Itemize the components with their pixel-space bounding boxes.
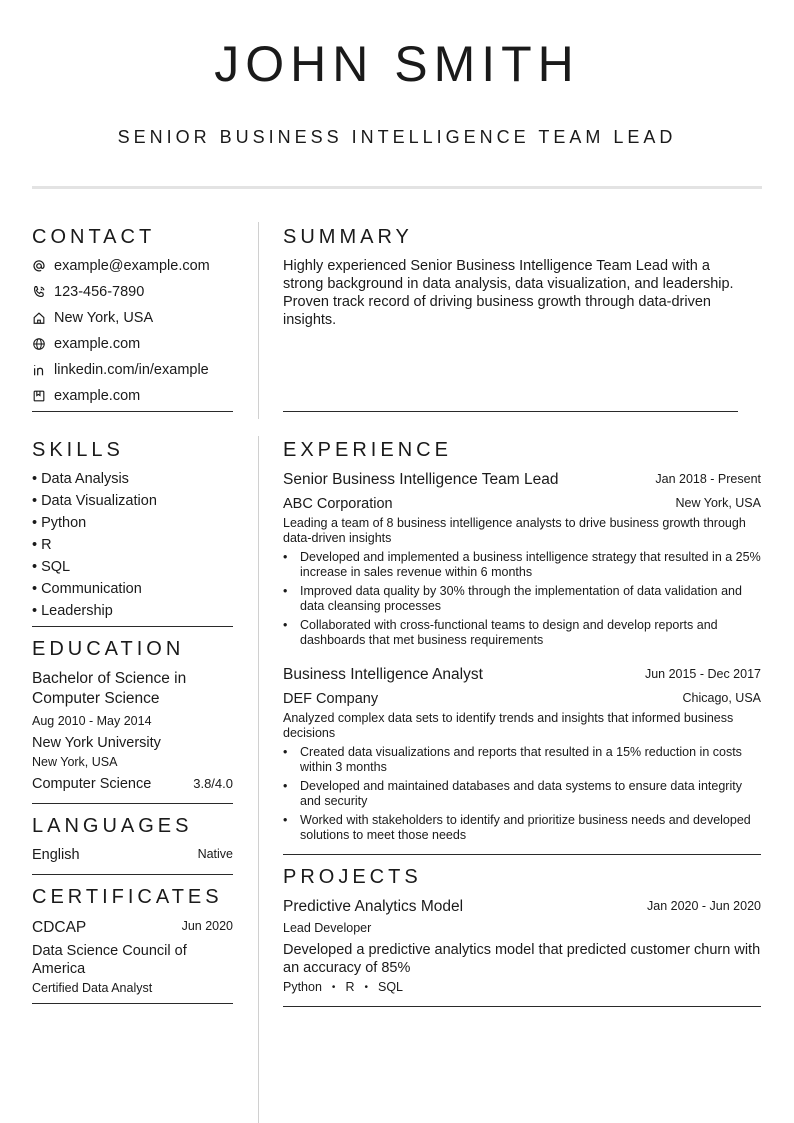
job-summary: Analyzed complex data sets to identify trends and insights that informed business decisions — [283, 711, 734, 740]
language-name: English — [32, 847, 80, 863]
bullet-icon: • — [283, 584, 288, 598]
bullet-icon: • — [283, 618, 288, 632]
job-bullet-text: Worked with stakeholders to identify and prioritize business needs and developed solutions to meet those needs — [300, 813, 751, 842]
job-summary: Leading a team of 8 business intelligence analysts to drive business growth through data-driven insights — [283, 516, 746, 545]
languages-heading: LANGUAGES — [32, 815, 193, 837]
skill-item — [32, 536, 52, 554]
column-divider-top — [258, 222, 259, 419]
bullet-icon: • — [32, 515, 38, 531]
contact-divider — [32, 411, 233, 412]
projects-divider — [283, 1006, 761, 1007]
column-divider-bottom — [258, 436, 259, 1123]
skill-label: SQL — [41, 559, 71, 575]
contact-website[interactable] — [32, 334, 140, 354]
bullet-icon: • — [283, 745, 288, 759]
certificate-date: Jun 2020 — [181, 919, 233, 933]
contact-website-text: example.com — [54, 336, 141, 352]
education-divider — [32, 803, 233, 804]
certificate-description: Certified Data Analyst — [32, 981, 153, 995]
contact-location-text: New York, USA — [54, 310, 154, 326]
education-location: New York, USA — [32, 755, 118, 769]
at-icon — [32, 259, 46, 273]
job-location: Chicago, USA — [682, 691, 761, 705]
language-level: Native — [197, 847, 233, 861]
bullet-icon: • — [283, 813, 288, 827]
experience-heading: EXPERIENCE — [283, 439, 452, 461]
projects-heading: PROJECTS — [283, 866, 422, 888]
home-icon — [32, 311, 46, 325]
education-gpa: 3.8/4.0 — [193, 776, 233, 791]
contact-email-text: example@example.com — [54, 258, 210, 274]
job-company: ABC Corporation — [283, 496, 393, 512]
skill-label: Communication — [41, 581, 142, 597]
skills-divider — [32, 626, 233, 627]
bullet-icon: • — [32, 603, 38, 619]
job-dates: Jun 2015 - Dec 2017 — [644, 667, 761, 681]
skill-label: Leadership — [41, 603, 113, 619]
bullet-icon: • — [32, 581, 38, 597]
bullet-icon: • — [32, 537, 38, 553]
project-tag: R — [345, 980, 355, 994]
summary-heading: SUMMARY — [283, 226, 413, 248]
skill-item — [32, 558, 70, 576]
job-title: Business Intelligence Analyst — [283, 666, 483, 683]
project-description: Developed a predictive analytics model that predicted customer churn with an accuracy of 85% — [283, 942, 761, 976]
education-dates: Aug 2010 - May 2014 — [32, 714, 152, 728]
candidate-title: SENIOR BUSINESS INTELLIGENCE TEAM LEAD — [117, 127, 677, 147]
bullet-icon: • — [32, 471, 38, 487]
project-name: Predictive Analytics Model — [283, 898, 464, 915]
header-divider — [32, 186, 762, 189]
skill-item — [32, 514, 86, 532]
skill-label: Data Visualization — [41, 493, 157, 509]
phone-icon — [32, 285, 46, 299]
skill-item — [32, 602, 113, 620]
certificates-heading: CERTIFICATES — [32, 886, 223, 908]
certificate-name: CDCAP — [32, 919, 87, 936]
contact-phone[interactable] — [32, 282, 144, 302]
job-company: DEF Company — [283, 691, 379, 707]
project-tag: SQL — [377, 980, 403, 994]
education-heading: EDUCATION — [32, 638, 185, 660]
certificates-divider — [32, 1003, 233, 1004]
linkedin-icon — [32, 363, 46, 377]
bullet-icon: • — [283, 779, 288, 793]
project-role: Lead Developer — [283, 921, 372, 935]
contact-linkedin[interactable] — [32, 360, 209, 380]
summary-divider — [283, 411, 738, 412]
project-dates: Jan 2020 - Jun 2020 — [647, 899, 761, 913]
education-school: New York University — [32, 735, 161, 751]
contact-location — [32, 308, 153, 328]
job-dates: Jan 2018 - Present — [655, 472, 761, 486]
contact-linkedin-text: linkedin.com/in/example — [54, 362, 209, 378]
separator-dot-icon: • — [331, 982, 336, 993]
contact-email[interactable] — [32, 256, 210, 276]
job-bullet-text: Developed and implemented a business intelligence strategy that resulted in a 25% increase in sales revenue within 6 months — [300, 550, 761, 579]
contact-heading: CONTACT — [32, 226, 156, 248]
bullet-icon: • — [32, 493, 38, 509]
bullet-icon: • — [32, 559, 38, 575]
job-bullet-text: Created data visualizations and reports that resulted in a 15% reduction in costs within 3 months — [300, 745, 742, 774]
bookmark-icon — [32, 389, 46, 403]
skill-label: Data Analysis — [41, 471, 129, 487]
education-degree: Bachelor of Science in Computer Science — [32, 670, 187, 707]
contact-portfolio-text: example.com — [54, 388, 141, 404]
skill-item — [32, 492, 157, 510]
candidate-name: JOHN SMITH — [214, 36, 580, 92]
certificate-issuer: Data Science Council of America — [32, 943, 187, 977]
contact-portfolio[interactable] — [32, 386, 140, 406]
skill-item — [32, 470, 129, 488]
skills-heading: SKILLS — [32, 439, 124, 461]
skill-item — [32, 580, 142, 598]
project-tags — [283, 980, 403, 995]
project-tag: Python — [283, 980, 322, 994]
job-bullet-text: Improved data quality by 30% through the implementation of data validation and data cleansing processes — [300, 584, 742, 613]
job-title: Senior Business Intelligence Team Lead — [283, 471, 559, 488]
languages-divider — [32, 874, 233, 875]
separator-dot-icon: • — [364, 982, 368, 993]
education-field: Computer Science — [32, 776, 152, 792]
job-bullet-text: Collaborated with cross-functional teams to design and develop reports and dashboards that met business requirements — [300, 618, 718, 647]
skill-label: R — [41, 537, 52, 553]
skill-label: Python — [41, 515, 87, 531]
job-bullet-text: Developed and maintained databases and data systems to ensure data integrity and security — [300, 779, 742, 808]
experience-divider — [283, 854, 761, 855]
job-location: New York, USA — [675, 496, 761, 510]
bullet-icon: • — [283, 550, 288, 564]
contact-phone-text: 123-456-7890 — [54, 284, 145, 300]
summary-text: Highly experienced Senior Business Intelligence Team Lead with a strong background in data analysis, data visualization, and leadership. Proven track record of driving business growth through data-driven insights. — [283, 258, 734, 328]
globe-icon — [32, 337, 46, 351]
